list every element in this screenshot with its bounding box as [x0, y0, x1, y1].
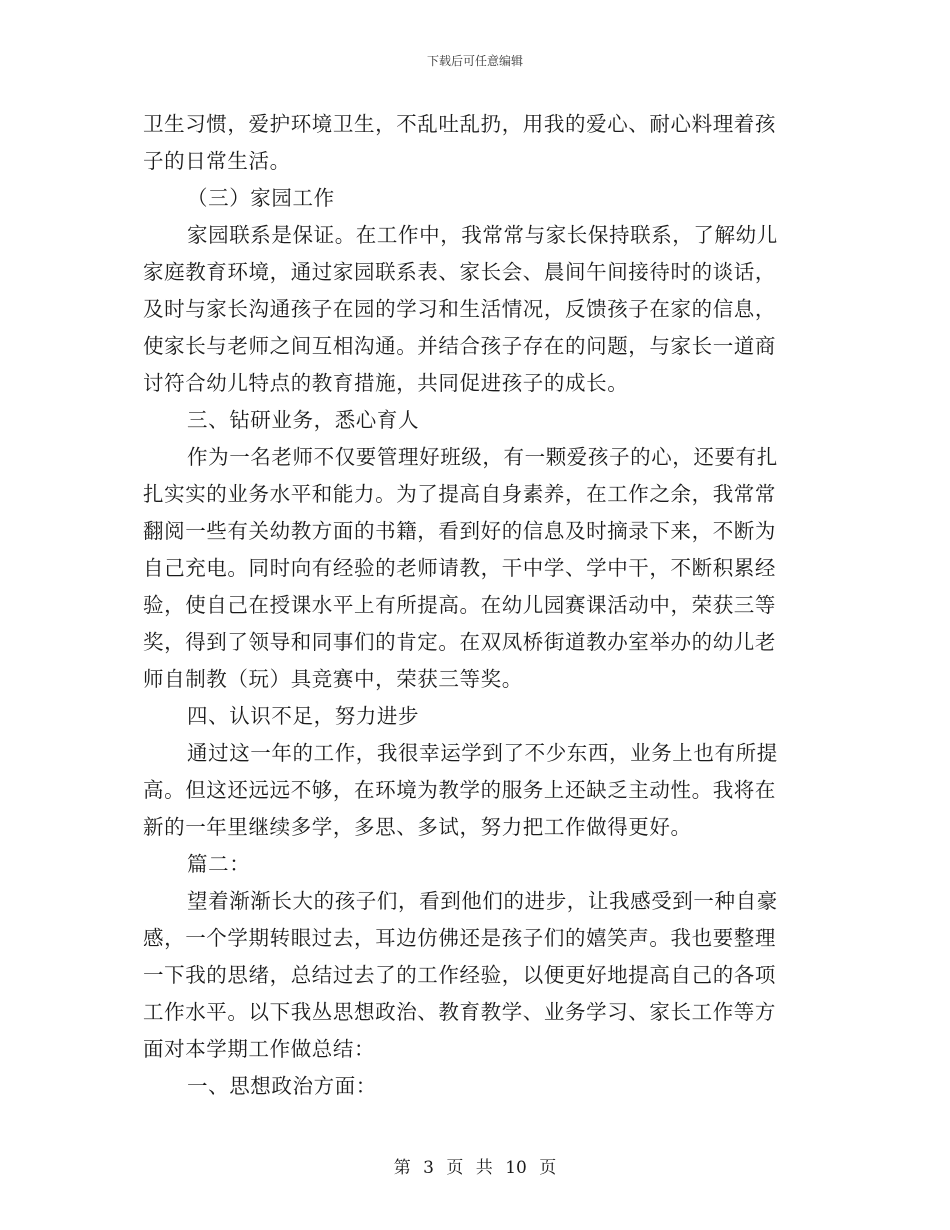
text-line: 望着渐渐长大的孩子们，看到他们的进步，让我感受到一种自豪: [187, 889, 778, 913]
text-line: 一下我的思绪，总结过去了的工作经验，以便更好地提高自己的各项: [143, 963, 776, 987]
text-line: 四、认识不足，努力进步: [187, 704, 420, 728]
text-line: 高。但这还远远不够，在环境为教学的服务上还缺乏主动性。我将在: [143, 778, 776, 802]
text-line: 家园联系是保证。在工作中，我常常与家长保持联系，了解幼儿: [187, 223, 778, 247]
text-line: 一、思想政治方面：: [187, 1074, 377, 1098]
text-line: 家庭教育环境，通过家园联系表、家长会、晨间午间接待时的谈话，: [143, 260, 776, 284]
text-line: 自己充电。同时向有经验的老师请教，干中学、学中干，不断积累经: [143, 556, 776, 580]
document-body: [143, 106, 805, 1105]
text-line: 子的日常生活。: [143, 149, 291, 173]
text-line: （三）家园工作: [187, 186, 335, 210]
text-line: 扎实实的业务水平和能力。为了提高自身素养，在工作之余，我常常: [143, 482, 776, 506]
page-header: 下载后可任意编辑: [426, 54, 523, 68]
text-line: 使家长与老师之间互相沟通。并结合孩子存在的问题，与家长一道商: [143, 334, 776, 358]
text-line: 验，使自己在授课水平上有所提高。在幼儿园赛课活动中，荣获三等: [143, 593, 776, 617]
text-line: 奖，得到了领导和同事们的肯定。在双凤桥街道教办室举办的幼儿老: [143, 630, 776, 654]
text-line: 通过这一年的工作，我很幸运学到了不少东西，业务上也有所提: [187, 741, 778, 765]
text-line: 感，一个学期转眼过去，耳边仿佛还是孩子们的嬉笑声。我也要整理: [143, 926, 776, 950]
text-line: 及时与家长沟通孩子在园的学习和生活情况，反馈孩子在家的信息，: [143, 297, 776, 321]
text-line: 卫生习惯，爱护环境卫生，不乱吐乱扔，用我的爱心、耐心料理着孩: [143, 112, 776, 136]
text-line: 讨符合幼儿特点的教育措施，共同促进孩子的成长。: [143, 371, 629, 395]
text-line: 工作水平。以下我丛思想政治、教育教学、业务学习、家长工作等方: [143, 1000, 776, 1024]
text-line: 篇二：: [187, 852, 251, 876]
text-line: 作为一名老师不仅要管理好班级，有一颗爱孩子的心，还要有扎: [187, 445, 778, 469]
text-line: 面对本学期工作做总结：: [143, 1037, 376, 1061]
text-line: 翻阅一些有关幼教方面的书籍，看到好的信息及时摘录下来，不断为: [143, 519, 776, 543]
text-line: 新的一年里继续多学，多思、多试，努力把工作做得更好。: [143, 815, 692, 839]
text-line: 师自制教（玩）具竞赛中，荣获三等奖。: [143, 667, 523, 691]
text-line: 三、钻研业务，悉心育人: [187, 408, 420, 432]
page-footer: 第 3 页 共 10 页: [393, 1158, 557, 1178]
